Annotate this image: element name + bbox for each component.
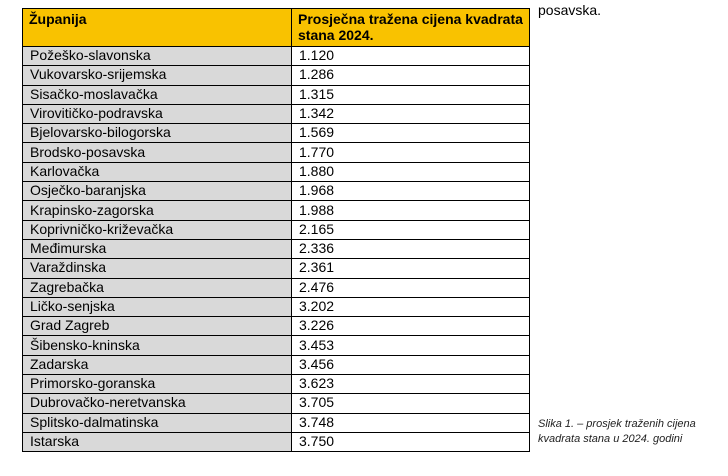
price-cell: 3.226 xyxy=(292,317,530,336)
table-row xyxy=(23,432,530,451)
table-row xyxy=(23,336,530,355)
price-cell: 2.165 xyxy=(292,220,530,239)
table-row xyxy=(23,85,530,104)
county-cell: Požeško-slavonska xyxy=(23,47,292,66)
price-cell: 1.315 xyxy=(292,85,530,104)
price-cell: 1.968 xyxy=(292,182,530,201)
price-cell: 1.342 xyxy=(292,104,530,123)
table-row xyxy=(23,182,530,201)
table-row xyxy=(23,317,530,336)
table-row xyxy=(23,413,530,432)
price-cell: 1.120 xyxy=(292,47,530,66)
price-cell: 2.361 xyxy=(292,259,530,278)
table-row xyxy=(23,355,530,374)
table-row xyxy=(23,201,530,220)
table-row xyxy=(23,47,530,66)
figure-caption: Slika 1. – prosjek traženih cijena kvadrata stana u 2024. godini xyxy=(538,418,696,445)
county-cell: Splitsko-dalmatinska xyxy=(23,413,292,432)
table-row xyxy=(23,297,530,316)
price-cell: 3.705 xyxy=(292,394,530,413)
table-row xyxy=(23,104,530,123)
table-row xyxy=(23,239,530,258)
county-cell: Brodsko-posavska xyxy=(23,143,292,162)
table-row xyxy=(23,162,530,181)
county-cell: Ličko-senjska xyxy=(23,297,292,316)
county-cell: Grad Zagreb xyxy=(23,317,292,336)
county-cell: Bjelovarsko-bilogorska xyxy=(23,124,292,143)
price-cell: 3.453 xyxy=(292,336,530,355)
county-cell: Karlovačka xyxy=(23,162,292,181)
price-cell: 1.880 xyxy=(292,162,530,181)
county-cell: Šibensko-kninska xyxy=(23,336,292,355)
county-cell: Međimurska xyxy=(23,239,292,258)
price-cell: 2.476 xyxy=(292,278,530,297)
county-cell: Sisačko-moslavačka xyxy=(23,85,292,104)
county-price-table xyxy=(22,8,530,452)
table-row xyxy=(23,375,530,394)
county-cell: Koprivničko-križevačka xyxy=(23,220,292,239)
price-cell: 3.456 xyxy=(292,355,530,374)
county-cell: Krapinsko-zagorska xyxy=(23,201,292,220)
price-cell: 3.750 xyxy=(292,432,530,451)
county-cell: Primorsko-goranska xyxy=(23,375,292,394)
county-cell: Zagrebačka xyxy=(23,278,292,297)
price-cell: 3.623 xyxy=(292,375,530,394)
price-cell: 1.988 xyxy=(292,201,530,220)
table-row xyxy=(23,394,530,413)
table-row xyxy=(23,66,530,85)
column-header-county: Županija xyxy=(23,9,292,47)
price-cell: 1.569 xyxy=(292,124,530,143)
price-cell: 1.286 xyxy=(292,66,530,85)
price-cell: 2.336 xyxy=(292,239,530,258)
county-cell: Zadarska xyxy=(23,355,292,374)
price-cell: 3.748 xyxy=(292,413,530,432)
county-cell: Istarska xyxy=(23,432,292,451)
table-row xyxy=(23,220,530,239)
table-row xyxy=(23,259,530,278)
column-header-price: Prosječna tražena cijena kvadrata stana 2024. xyxy=(292,9,530,47)
county-cell: Osječko-baranjska xyxy=(23,182,292,201)
table-row xyxy=(23,143,530,162)
price-cell: 1.770 xyxy=(292,143,530,162)
price-cell: 3.202 xyxy=(292,297,530,316)
table-header-row xyxy=(23,9,530,47)
table-row xyxy=(23,278,530,297)
county-cell: Virovitičko-podravska xyxy=(23,104,292,123)
table-row xyxy=(23,124,530,143)
paragraph-fragment: posavska. xyxy=(538,2,602,18)
county-cell: Varaždinska xyxy=(23,259,292,278)
county-cell: Vukovarsko-srijemska xyxy=(23,66,292,85)
county-cell: Dubrovačko-neretvanska xyxy=(23,394,292,413)
